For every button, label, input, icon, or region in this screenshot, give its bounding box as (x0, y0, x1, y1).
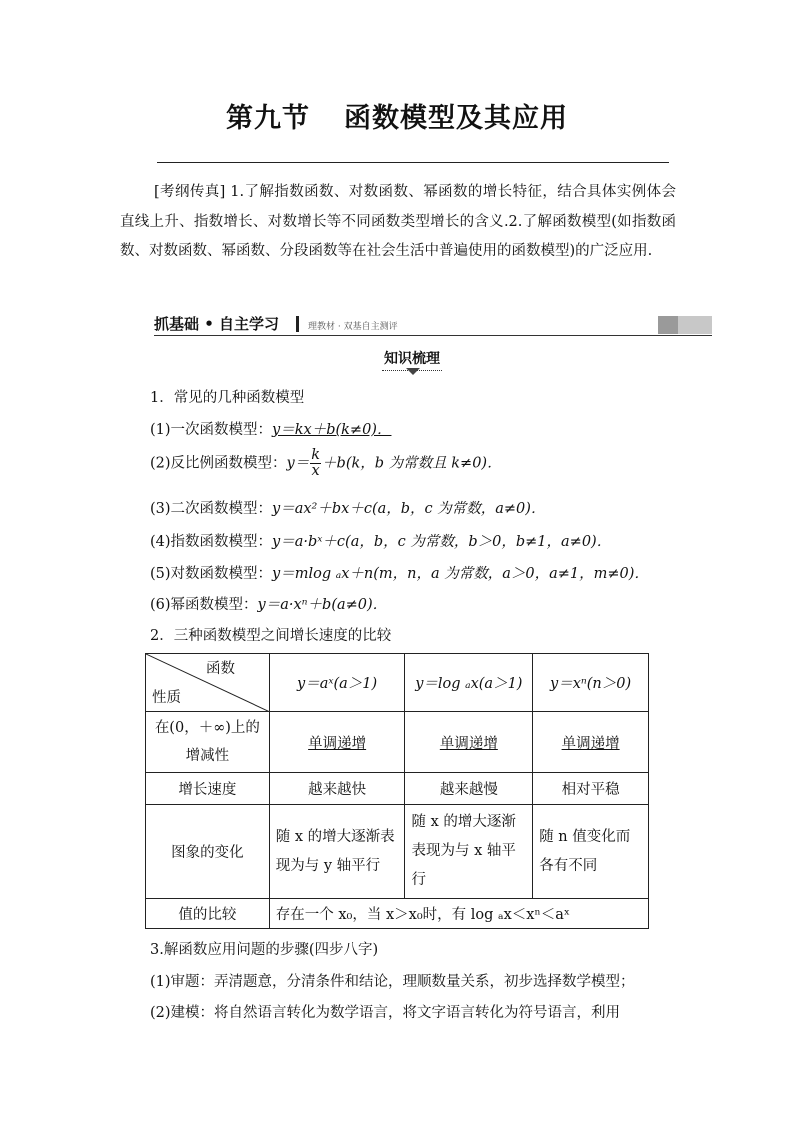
table-cell: 越来越快 (269, 773, 405, 805)
table-row (146, 712, 649, 773)
col-header-exponential: y＝aˣ(a＞1) (269, 654, 405, 712)
table-cell: 单调递增 (405, 712, 533, 773)
table-cell: 单调递增 (269, 712, 405, 773)
s1-item-4: (4)指数函数模型：y＝a·bˣ＋c(a，b，c 为常数，b＞0，b≠1，a≠0)． (150, 534, 612, 550)
row-label-graph: 图象的变化 (146, 805, 270, 899)
row-label-growth: 增长速度 (146, 773, 270, 805)
table-merged-cell: 存在一个 x₀，当 x＞x₀时，有 log ₐx＜xⁿ＜aˣ (269, 899, 648, 929)
banner-underline (154, 335, 712, 336)
table-header-row (146, 654, 649, 712)
banner-subtitle: 理教材 · 双基自主测评 (308, 322, 398, 332)
banner-light-block (678, 316, 712, 334)
s3-item-2: (2)建模：将自然语言转化为数学语言，将文字语言转化为符号语言，利用 (150, 1005, 621, 1021)
table-cell: 随 x 的增大逐渐表现为与 x 轴平行 (405, 805, 533, 899)
table-cell: 随 x 的增大逐渐表现为与 y 轴平行 (269, 805, 405, 899)
fraction: $\frac{k}{x}$ (311, 447, 321, 479)
syllabus-tag: [考纲传真] (154, 184, 226, 200)
s3-heading: 3.解函数应用问题的步骤(四步八字) (150, 942, 379, 958)
s2-heading: 2．三种函数模型之间增长速度的比较 (150, 628, 392, 644)
corner-top-label: 函数 (206, 661, 235, 677)
table-row (146, 773, 649, 805)
table-cell: 随 n 值变化而各有不同 (533, 805, 649, 899)
corner-bottom-label: 性质 (152, 690, 181, 706)
s3-item-1: (1)审题：弄清题意，分清条件和结论，理顺数量关系，初步选择数学模型； (150, 974, 635, 990)
s1-item-1: (1)一次函数模型：y＝kx＋b(k≠0)． (150, 422, 392, 438)
table-cell: 相对平稳 (533, 773, 649, 805)
s1-item-5: (5)对数函数模型：y＝mlog ₐx＋n(m，n，a 为常数，a＞0，a≠1，m≠0)． (150, 566, 649, 582)
linear-formula: y＝kx＋b(k≠0)． (272, 422, 392, 438)
syllabus-paragraph (120, 178, 676, 267)
banner-dark-block (658, 316, 678, 334)
s1-item-2: (2)反比例函数模型：y＝ $\frac{k}{x}$ ＋b(k，b 为常数且 k≠0)． (150, 447, 502, 479)
title-topic: 函数模型及其应用 (344, 103, 568, 134)
title-divider (157, 162, 669, 163)
row-label-compare: 值的比较 (146, 899, 270, 929)
title-section-number: 第九节 (226, 103, 310, 134)
col-header-logarithmic: y＝log ₐx(a＞1) (405, 654, 533, 712)
knowledge-heading: 知识梳理 (0, 348, 794, 371)
s1-heading: 1．常见的几种函数模型 (150, 390, 305, 406)
s1-item-3: (3)二次函数模型：y＝ax²＋bx＋c(a，b，c 为常数，a≠0)． (150, 501, 546, 517)
banner-title: 抓基础 • 自主学习 (154, 315, 280, 333)
section-banner (150, 314, 712, 336)
row-label-monotonicity: 在(0，＋∞)上的增减性 (146, 712, 270, 773)
banner-separator (296, 316, 299, 332)
s1-item-6: (6)幂函数模型：y＝a·xⁿ＋b(a≠0)． (150, 597, 388, 613)
page-title (0, 96, 794, 135)
table-row (146, 899, 649, 929)
comparison-table (145, 653, 649, 929)
table-cell: 单调递增 (533, 712, 649, 773)
table-row (146, 805, 649, 899)
table-cell: 越来越慢 (405, 773, 533, 805)
syllabus-text: 1.了解指数函数、对数函数、幂函数的增长特征，结合具体实例体会直线上升、指数增长、对数增长等不同函数类型增长的含义.2.了解函数模型(如指数函数、对数函数、幂函数、分段函数等在社会生活中普遍使用的函数模型)的广泛应用. (120, 184, 676, 259)
col-header-power: y＝xⁿ(n＞0) (533, 654, 649, 712)
heading-down-arrow-icon (406, 368, 420, 375)
table-corner-cell (146, 654, 270, 712)
